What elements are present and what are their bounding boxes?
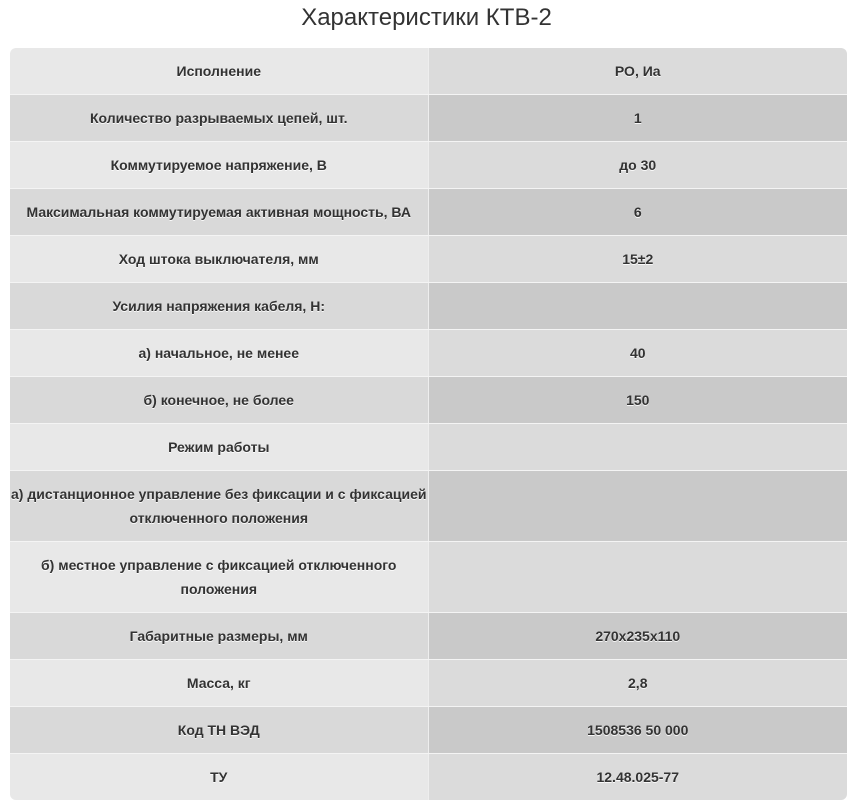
table-row (10, 613, 847, 660)
table-row (10, 48, 847, 95)
table-row (10, 377, 847, 424)
spec-value: 12.48.025-77 (428, 754, 847, 800)
table-row (10, 142, 847, 189)
spec-value: 6 (428, 189, 847, 236)
spec-value (428, 283, 847, 330)
table-row (10, 542, 847, 613)
table-row (10, 471, 847, 542)
spec-value: РО, Иа (428, 48, 847, 95)
spec-label: Режим работы (10, 424, 428, 471)
specs-table-container (10, 48, 847, 800)
spec-label: Код ТН ВЭД (10, 707, 428, 754)
spec-value: 150 (428, 377, 847, 424)
spec-label: б) конечное, не более (10, 377, 428, 424)
spec-label: Максимальная коммутируемая активная мощность, ВА (10, 189, 428, 236)
specs-table (10, 48, 847, 800)
table-row (10, 424, 847, 471)
spec-value (428, 542, 847, 613)
spec-label: а) дистанционное управление без фиксации и с фиксацией отключенного положения (10, 471, 428, 542)
table-row (10, 189, 847, 236)
spec-label: Коммутируемое напряжение, В (10, 142, 428, 189)
spec-label: Ход штока выключателя, мм (10, 236, 428, 283)
page-title: Характеристики КТВ-2 (0, 0, 853, 40)
table-row (10, 95, 847, 142)
spec-label: б) местное управление с фиксацией отключенного положения (10, 542, 428, 613)
table-row (10, 330, 847, 377)
spec-value: 15±2 (428, 236, 847, 283)
spec-label: а) начальное, не менее (10, 330, 428, 377)
spec-label: Исполнение (10, 48, 428, 95)
spec-label: Габаритные размеры, мм (10, 613, 428, 660)
spec-label: Масса, кг (10, 660, 428, 707)
table-row (10, 236, 847, 283)
spec-value: 2,8 (428, 660, 847, 707)
spec-value: 40 (428, 330, 847, 377)
table-row (10, 283, 847, 330)
spec-label: Усилия напряжения кабеля, Н: (10, 283, 428, 330)
table-row (10, 660, 847, 707)
spec-value (428, 471, 847, 542)
spec-value (428, 424, 847, 471)
spec-value: 270х235х110 (428, 613, 847, 660)
spec-value: 1 (428, 95, 847, 142)
spec-label: Количество разрываемых цепей, шт. (10, 95, 428, 142)
table-row (10, 707, 847, 754)
spec-value: 1508536 50 000 (428, 707, 847, 754)
spec-value: до 30 (428, 142, 847, 189)
table-row (10, 754, 847, 800)
spec-label: ТУ (10, 754, 428, 800)
